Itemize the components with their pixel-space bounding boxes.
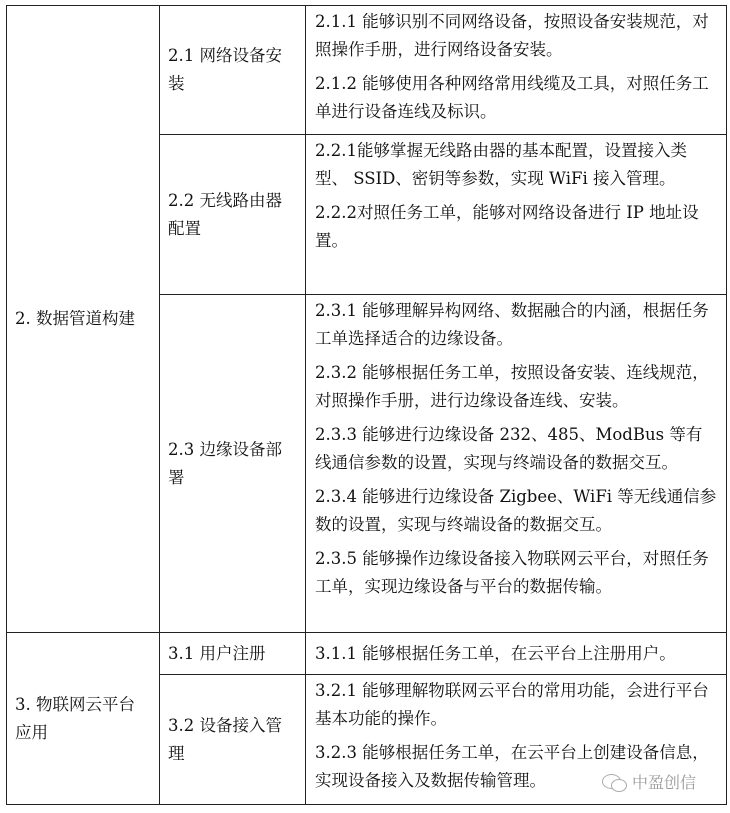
requirement-item: 2.3.2 能够根据任务工单，按照设备安装、连线规范，对照操作手册，进行边缘设备连线、安装。: [315, 363, 709, 410]
requirement-item: 2.3.3 能够进行边缘设备 232、485、ModBus 等有线通信参数的设置，实现与终端设备的数据交互。: [315, 425, 703, 472]
category-cell: 3. 物联网云平台应用: [7, 633, 160, 805]
subcategory-cell: 3.2 设备接入管理: [160, 675, 306, 805]
requirements-cell: [306, 135, 727, 295]
requirement-item: 2.3.1 能够理解异构网络、数据融合的内涵，根据任务工单选择适合的边缘设备。: [315, 301, 709, 348]
requirement-item: 2.2.1能够掌握无线路由器的基本配置，设置接入类型、 SSID、密钥等参数，实现 WiFi 接入管理。: [315, 141, 687, 188]
competency-table: [6, 5, 727, 805]
watermark-text: 中盈创信: [632, 773, 697, 792]
subcategory-cell: 2.3 边缘设备部署: [160, 295, 306, 633]
subcategory-cell: 3.1 用户注册: [160, 633, 306, 675]
requirement-item: 2.2.2对照任务工单，能够对网络设备进行 IP 地址设置。: [315, 203, 699, 250]
requirement-item: 2.3.4 能够进行边缘设备 Zigbee、WiFi 等无线通信参数的设置，实现与终端设备的数据交互。: [315, 487, 717, 534]
wechat-icon: [602, 772, 628, 792]
requirement-item: 2.1.2 能够使用各种网络常用线缆及工具，对照任务工单进行设备连线及标识。: [315, 74, 709, 121]
requirement-item: 3.2.3 能够根据任务工单，在云平台上创建设备信息，实现设备接入及数据传输管理。: [315, 743, 709, 790]
subcategory-cell: 2.2 无线路由器配置: [160, 135, 306, 295]
requirement-item: 3.2.1 能够理解物联网云平台的常用功能，会进行平台基本功能的操作。: [315, 681, 709, 728]
requirement-item: 3.1.1 能够根据任务工单，在云平台上注册用户。: [315, 643, 676, 663]
subcategory-cell: 2.1 网络设备安装: [160, 6, 306, 135]
table-row: [7, 633, 727, 675]
table-row: [7, 6, 727, 135]
watermark: [602, 770, 696, 793]
requirements-cell: [306, 295, 727, 633]
requirements-cell: [306, 633, 727, 675]
requirements-cell: [306, 6, 727, 135]
requirement-item: 2.1.1 能够识别不同网络设备，按照设备安装规范，对照操作手册，进行网络设备安装。: [315, 12, 709, 59]
requirement-item: 2.3.5 能够操作边缘设备接入物联网云平台，对照任务工单，实现边缘设备与平台的数据传输。: [315, 549, 709, 596]
category-cell: 2. 数据管道构建: [7, 6, 160, 633]
